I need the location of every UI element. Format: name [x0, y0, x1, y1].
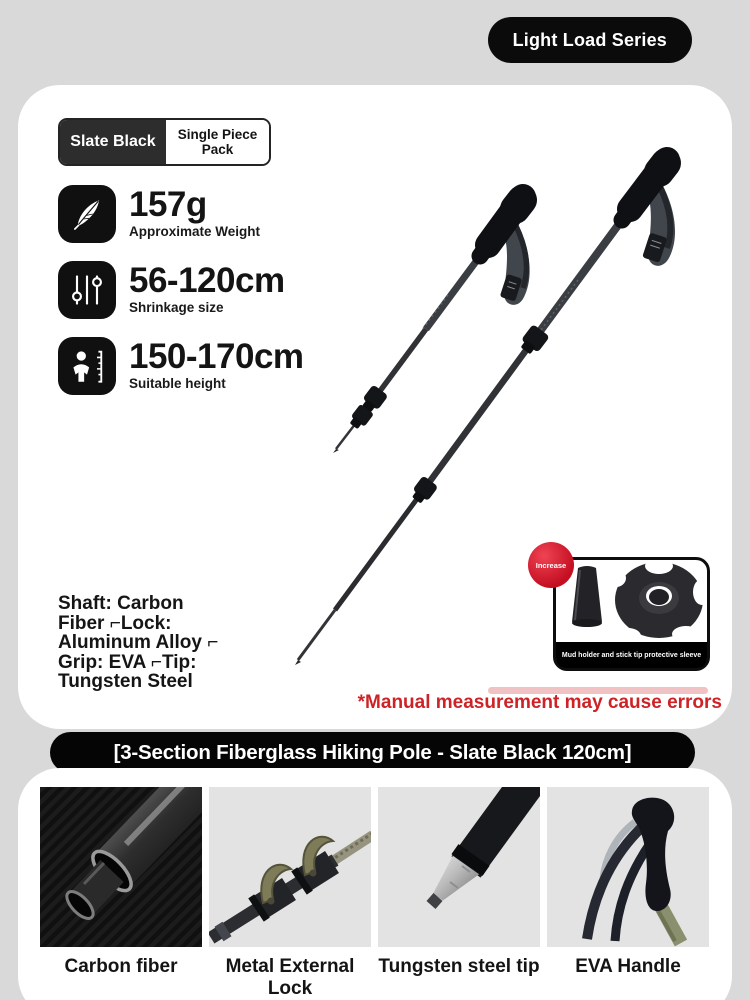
features-card [18, 768, 732, 1000]
disclaimer-text: *Manual measurement may cause errors [357, 692, 722, 713]
variant-pack-chip: Single Piece Pack [166, 120, 269, 164]
tungsten-tip-photo [378, 787, 540, 947]
carbon-fiber-photo [40, 787, 202, 947]
product-title: [3-Section Fiberglass Hiking Pole - Slate Black 120cm] [113, 740, 632, 764]
increase-badge-label: Increase [535, 560, 567, 570]
feature-thumbnails [40, 787, 709, 947]
spec-shrinkage [58, 261, 285, 319]
series-badge [488, 17, 692, 63]
accessories-photo [556, 560, 707, 642]
materials-line: Aluminum Alloy ⌐ [58, 632, 219, 653]
sliders-icon [58, 261, 116, 319]
accessory-inset [535, 557, 710, 671]
variant-color-chip: Slate Black [60, 120, 166, 164]
caption-metal-lock: Metal External Lock [225, 956, 355, 999]
caption-tungsten-tip: Tungsten steel tip [378, 956, 540, 977]
materials-text [58, 594, 218, 692]
spec-weight-value: 157g [129, 185, 207, 224]
materials-line: Fiber ⌐Lock: [58, 612, 172, 634]
variant-selector [58, 118, 271, 166]
eva-handle-photo [547, 787, 709, 947]
height-ruler-icon [58, 337, 116, 395]
spec-height-label: Suitable height [129, 376, 226, 391]
spec-weight-label: Approximate Weight [129, 224, 261, 239]
metal-lock-photo [209, 787, 371, 947]
spec-height [58, 337, 304, 395]
materials-line: Shaft: Carbon [58, 593, 184, 614]
product-title-banner [50, 732, 695, 773]
pole-left [333, 197, 530, 453]
feature-captions [40, 956, 709, 1000]
feather-icon [58, 185, 116, 243]
mud-basket [606, 560, 707, 642]
series-badge-label: Light Load Series [512, 29, 667, 50]
inset-caption: Mud holder and stick tip protective sleeve [556, 642, 707, 668]
spec-shrinkage-label: Shrinkage size [129, 300, 224, 315]
caption-eva-handle: EVA Handle [575, 956, 681, 977]
main-card [18, 85, 732, 729]
caption-carbon-fiber: Carbon fiber [64, 956, 178, 977]
materials-line: Tungsten Steel [58, 671, 193, 692]
increase-badge [528, 542, 574, 588]
spec-weight [58, 185, 260, 243]
materials-line: Grip: EVA ⌐Tip: [58, 651, 197, 673]
spec-shrinkage-value: 56-120cm [129, 261, 285, 300]
spec-height-value: 150-170cm [129, 337, 304, 376]
